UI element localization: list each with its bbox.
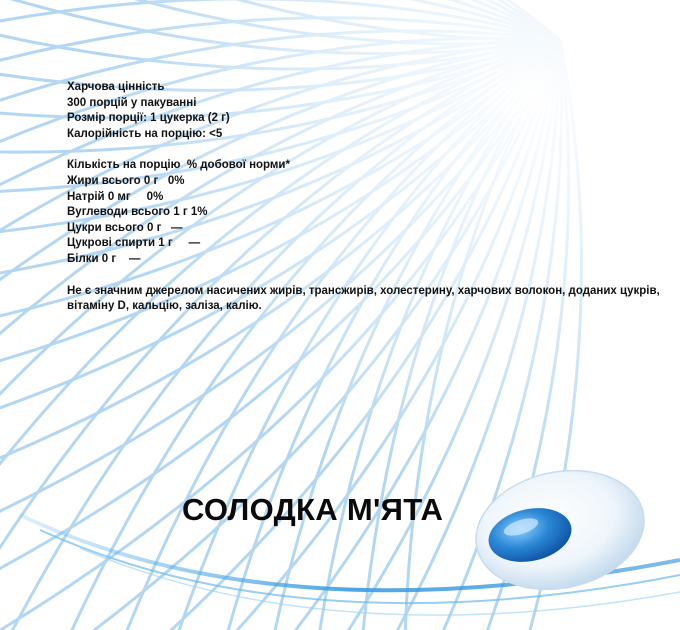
- nutrition-facts: [67, 80, 667, 315]
- nutrition-footnote: Не є значним джерелом насичених жирів, трансжирів, холестерину, харчових волокон, доданих цукрів, вітаміну D, кальцію, заліза, калію.: [67, 284, 660, 313]
- nutrient-row: Вуглеводи всього 1 г 1%: [67, 206, 208, 219]
- nutrient-row: Цукрові спирти 1 г —: [67, 237, 201, 250]
- nutrition-table-header: Кількість на порцію % добової норми*: [67, 159, 290, 172]
- nutrient-row: Цукри всього 0 г —: [67, 221, 183, 234]
- servings-per-pack: 300 порцій у пакуванні: [67, 96, 197, 109]
- mint-candy-image: [455, 455, 680, 605]
- nutrient-row: Натрій 0 мг 0%: [67, 190, 164, 203]
- spacer: [67, 142, 667, 158]
- spacer: [67, 268, 667, 284]
- nutrition-heading: Харчова цінність: [67, 81, 165, 93]
- calories-per-serving: Калорійність на порцію: <5: [67, 127, 223, 140]
- nutrient-row: Жири всього 0 г 0%: [67, 174, 185, 187]
- nutrient-row: Білки 0 г —: [67, 252, 141, 265]
- serving-size: Розмір порції: 1 цукерка (2 г): [67, 112, 230, 125]
- product-title: СОЛОДКА М'ЯТА: [182, 492, 444, 527]
